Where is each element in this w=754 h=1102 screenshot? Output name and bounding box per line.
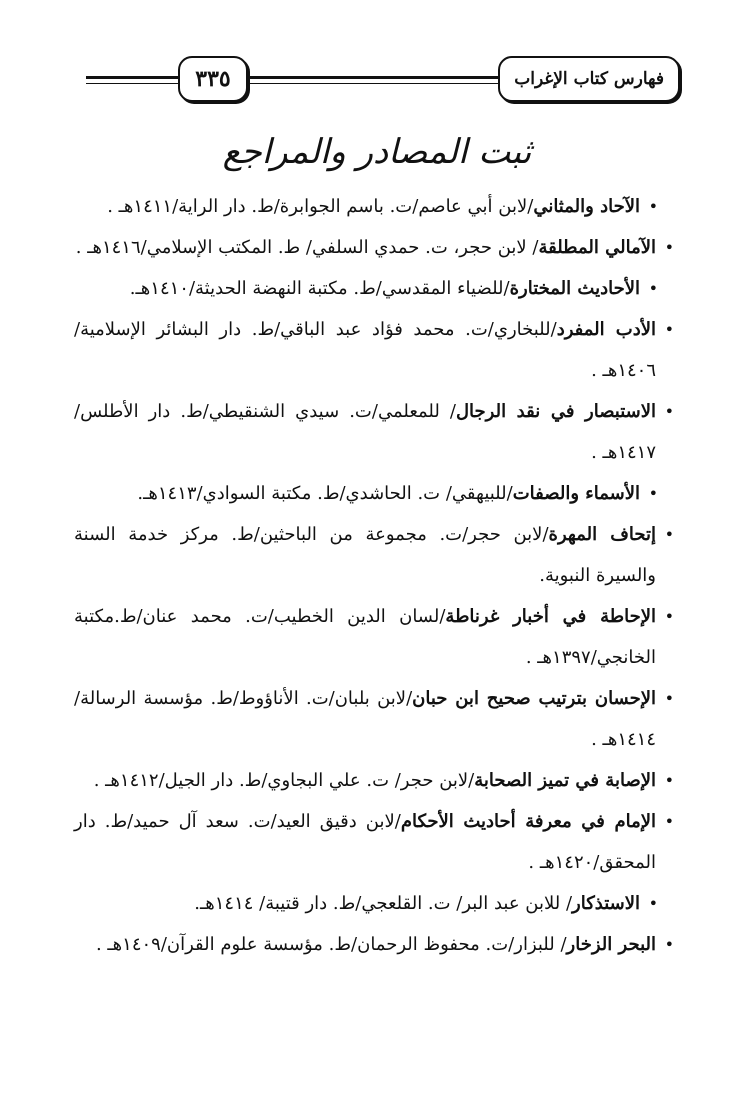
bullet-icon: •: [664, 238, 674, 257]
reference-title: الأحاديث المختارة: [509, 278, 640, 299]
bullet-icon: •: [664, 771, 674, 790]
reference-entry: [74, 924, 674, 965]
reference-entry: [74, 391, 674, 473]
reference-details: / لابن حجر، ت. حمدي السلفي/ ط. المكتب الإسلامي/١٤١٦هـ .: [75, 237, 539, 258]
bullet-icon: •: [664, 525, 674, 544]
reference-title: البحر الزخار: [566, 934, 656, 955]
reference-details: /لابن أبي عاصم/ت. باسم الجوابرة/ط. دار الراية/١٤١١هـ .: [107, 196, 534, 217]
section-title: ثبت المصادر والمراجع: [222, 132, 532, 172]
reference-details: /لابن حجر/ت. مجموعة من الباحثين/ط. مركز خدمة السنة والسيرة النبوية.: [74, 524, 656, 586]
reference-title: الآمالي المطلقة: [538, 237, 656, 258]
reference-entry: [74, 227, 674, 268]
reference-entry: [74, 268, 674, 309]
reference-title: الآحاد والمثاني: [533, 196, 640, 217]
reference-details: / للبزار/ت. محفوظ الرحمان/ط. مؤسسة علوم القرآن/١٤٠٩هـ .: [95, 934, 567, 955]
reference-title: الإصابة في تميز الصحابة: [474, 770, 656, 791]
reference-entry: [74, 596, 674, 678]
reference-entry: [74, 678, 674, 760]
reference-details: /لابن بلبان/ت. الأناؤوط/ط. مؤسسة الرسالة/١٤١٤هـ .: [74, 688, 656, 750]
reference-entry: [74, 883, 674, 924]
reference-details: /لابن دقيق العيد/ت. سعد آل حميد/ط. دار المحقق/١٤٢٠هـ .: [74, 811, 656, 873]
bullet-icon: •: [664, 402, 674, 421]
reference-entry: [74, 186, 674, 227]
bullet-icon: •: [648, 197, 658, 216]
references-list: [74, 186, 674, 965]
reference-title: الإحاطة في أخبار غرناطة: [445, 606, 656, 627]
page-number: ٣٣٥: [178, 56, 248, 102]
reference-entry: [74, 514, 674, 596]
bullet-icon: •: [648, 279, 658, 298]
bullet-icon: •: [664, 607, 674, 626]
bullet-icon: •: [664, 689, 674, 708]
reference-details: / للابن عبد البر/ ت. القلعجي/ط. دار قتيبة/ ١٤١٤هـ.: [194, 893, 573, 914]
reference-details: /للبخاري/ت. محمد فؤاد عبد الباقي/ط. دار البشائر الإسلامية/١٤٠٦هـ .: [74, 319, 656, 381]
reference-details: /لسان الدين الخطيب/ت. محمد عنان/ط.مكتبة الخانجي/١٣٩٧هـ .: [74, 606, 656, 668]
reference-entry: [74, 801, 674, 883]
reference-details: /للبيهقي/ ت. الحاشدي/ط. مكتبة السوادي/١٤١٣هـ.: [137, 483, 513, 504]
reference-entry: [74, 760, 674, 801]
running-title: فهارس كتاب الإغراب: [498, 56, 680, 102]
bullet-icon: •: [664, 935, 674, 954]
reference-entry: [74, 309, 674, 391]
bullet-icon: •: [648, 484, 658, 503]
reference-title: الاستبصار في نقد الرجال: [455, 401, 657, 422]
reference-details: /لابن حجر/ ت. علي البجاوي/ط. دار الجيل/١٤١٢هـ .: [93, 770, 475, 791]
reference-details: /للضياء المقدسي/ط. مكتبة النهضة الحديثة/١٤١٠هـ.: [129, 278, 510, 299]
reference-title: الإحسان بترتيب صحيح ابن حبان: [412, 688, 657, 709]
reference-title: الأسماء والصفات: [512, 483, 640, 504]
reference-title: الاستذكار: [572, 893, 640, 914]
bullet-icon: •: [664, 812, 674, 831]
bullet-icon: •: [664, 320, 674, 339]
reference-details: / للمعلمي/ت. سيدي الشنقيطي/ط. دار الأطلس/١٤١٧هـ .: [74, 401, 656, 463]
bullet-icon: •: [648, 894, 658, 913]
page-header: [86, 56, 680, 102]
reference-title: الأدب المفرد: [556, 319, 656, 340]
reference-title: الإمام في معرفة أحاديث الأحكام: [400, 811, 656, 832]
reference-title: إتحاف المهرة: [548, 524, 657, 545]
reference-entry: [74, 473, 674, 514]
